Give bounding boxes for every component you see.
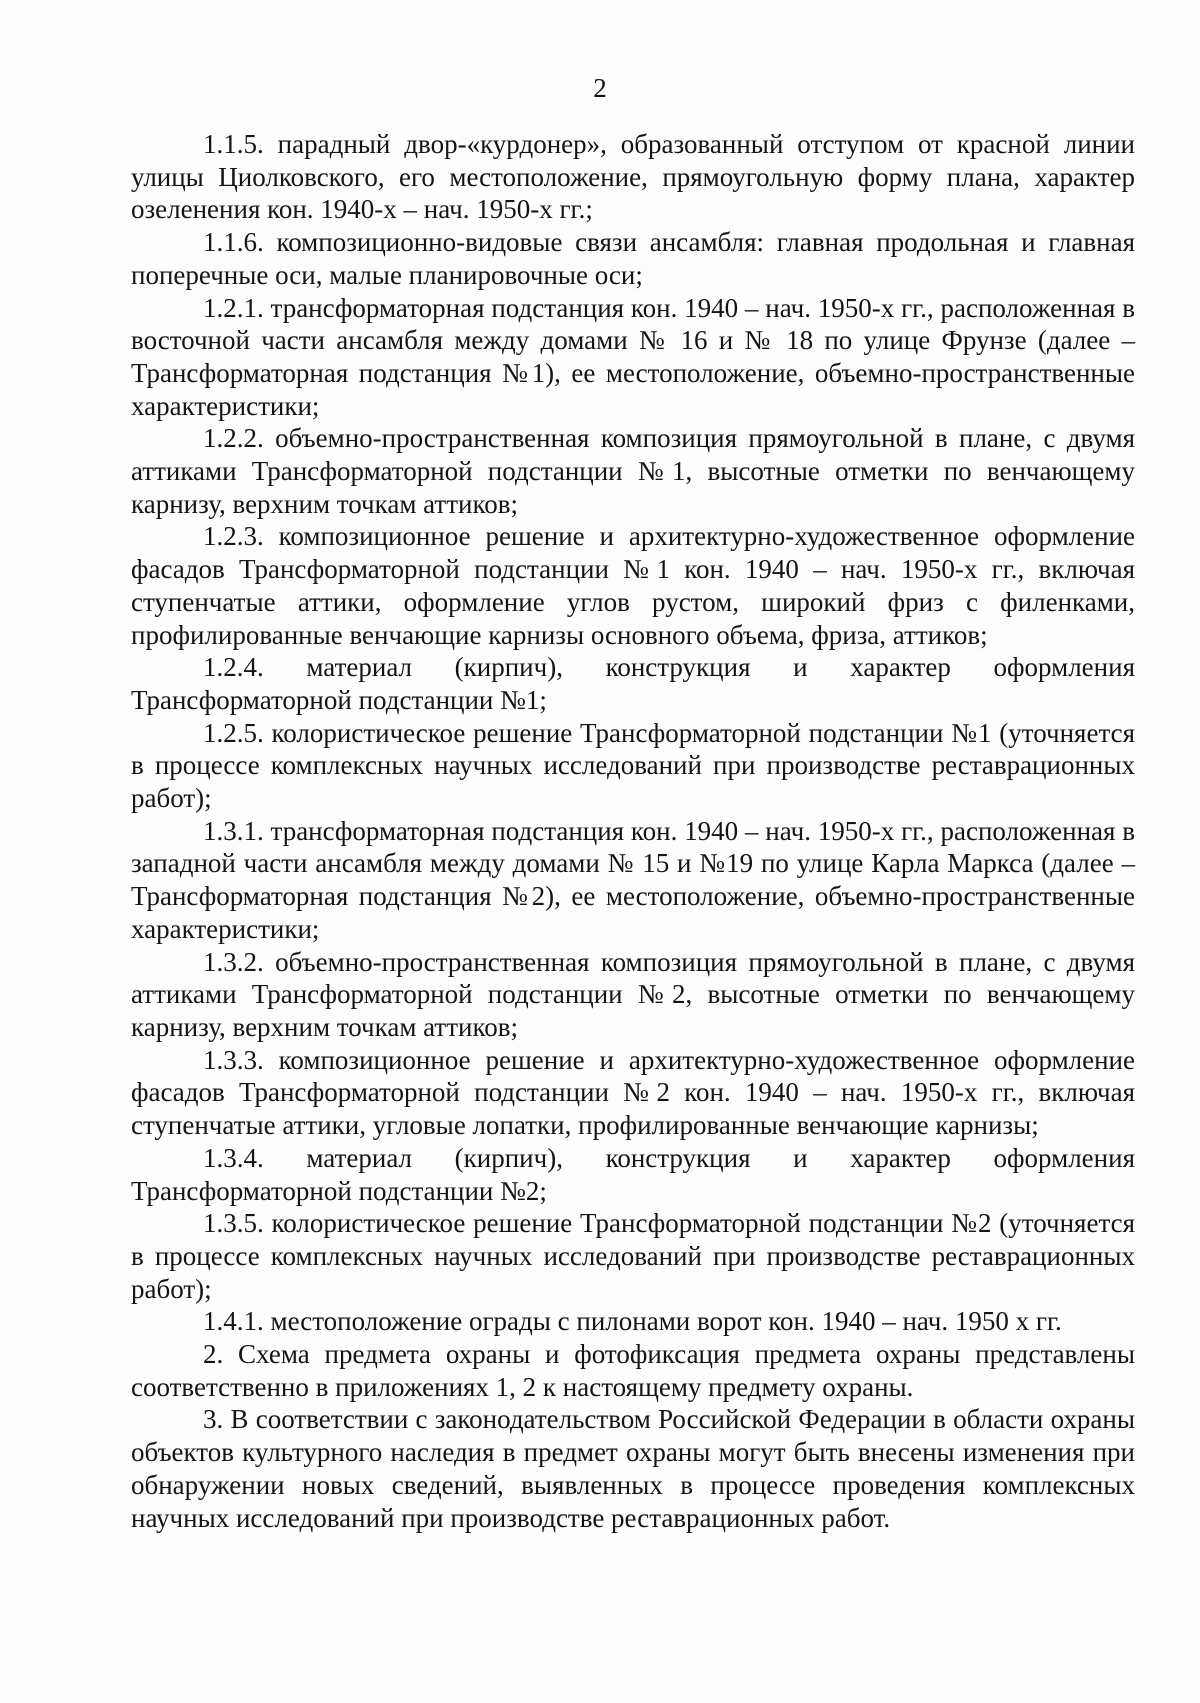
paragraph-1-3-3: 1.3.3. композиционное решение и архитектурно-художественное оформление фасадов Трансформаторной подстанции №2 кон. 1940 – нач. 1950-х гг., включая ступенчатые аттики, угловые лопатки, профилированные венчающие карнизы; bbox=[131, 1044, 1135, 1141]
paragraph-1-2-3: 1.2.3. композиционное решение и архитектурно-художественное оформление фасадов Трансформаторной подстанции №1 кон. 1940 – нач. 1950-х гг., включая ступенчатые аттики, оформление углов рустом, широкий фриз с филенками, профилированные венчающие карнизы основного объема, фриза, аттиков; bbox=[131, 521, 1135, 650]
paragraph-1-2-4: 1.2.4. материал (кирпич), конструкция и характер оформления Трансформаторной подстанции №1; bbox=[131, 652, 1135, 715]
paragraph-1-3-5: 1.3.5. колористическое решение Трансформаторной подстанции №2 (уточняется в процессе комплексных научных исследований при производстве реставрационных работ); bbox=[131, 1208, 1135, 1304]
paragraph-1-1-6: 1.1.6. композиционно-видовые связи ансамбля: главная продольная и главная поперечные оси, малые планировочные оси; bbox=[131, 227, 1135, 290]
paragraph-1-2-5: 1.2.5. колористическое решение Трансформаторной подстанции №1 (уточняется в процессе комплексных научных исследований при производстве реставрационных работ); bbox=[131, 717, 1135, 814]
paragraph-1-3-4: 1.3.4. материал (кирпич), конструкция и характер оформления Трансформаторной подстанции №2; bbox=[131, 1142, 1135, 1206]
paragraph-1-4-1: 1.4.1. местоположение ограды с пилонами ворот кон. 1940 – нач. 1950 х гг. bbox=[203, 1306, 1062, 1337]
document-body bbox=[131, 128, 1135, 1534]
page-number: 2 bbox=[593, 73, 607, 103]
paragraph-1-3-1: 1.3.1. трансформаторная подстанция кон. 1940 – нач. 1950-х гг., расположенная в западной части ансамбля между домами № 15 и №19 по улице Карла Маркса (далее – Трансформаторная подстанция №2), ее местоположение, объемно-пространственные характеристики; bbox=[131, 815, 1135, 944]
paragraph-1-2-1: 1.2.1. трансформаторная подстанция кон. 1940 – нач. 1950-х гг., расположенная в восточной части ансамбля между домами № 16 и № 18 по улице Фрунзе (далее – Трансформаторная подстанция №1), ее местоположение, объемно-пространственные характеристики; bbox=[131, 292, 1135, 421]
paragraph-1-3-2: 1.3.2. объемно-пространственная композиция прямоугольной в плане, с двумя аттиками Трансформаторной подстанции №2, высотные отметки по венчающему карнизу, верхним точкам аттиков; bbox=[131, 946, 1135, 1042]
paragraph-1-1-5: 1.1.5. парадный двор-«курдонер», образованный отступом от красной линии улицы Циолковского, его местоположение, прямоугольную форму плана, характер озеленения кон. 1940-х – нач. 1950-х гг.; bbox=[131, 129, 1135, 225]
paragraph-3: 3. В соответствии с законодательством Российской Федерации в области охраны объектов культурного наследия в предмет охраны могут быть внесены изменения при обнаружении новых сведений, выявленных в процессе проведения комплексных научных исследований при производстве реставрационных работ. bbox=[131, 1404, 1135, 1533]
paragraph-1-2-2: 1.2.2. объемно-пространственная композиция прямоугольной в плане, с двумя аттиками Трансформаторной подстанции №1, высотные отметки по венчающему карнизу, верхним точкам аттиков; bbox=[131, 423, 1135, 519]
paragraph-2: 2. Схема предмета охраны и фотофиксация предмета охраны представлены соответственно в приложениях 1, 2 к настоящему предмету охраны. bbox=[131, 1339, 1135, 1402]
